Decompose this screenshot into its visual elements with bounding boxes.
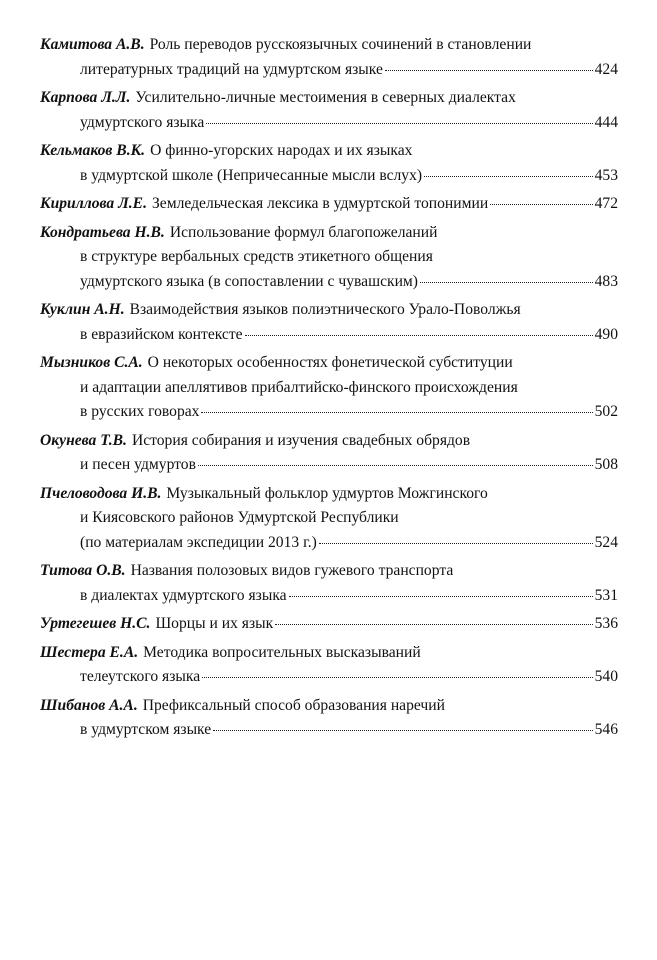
entry-title: и адаптации апеллятивов прибалтийско-финского происхождения [80,378,518,396]
page-number: 540 [594,668,618,685]
entry-title: в удмуртском языке [80,721,212,738]
entry-title: в русских говорах [80,403,200,420]
entry-title: О финно-угорских народах и их языках [150,142,413,159]
entry-first-line [40,612,618,637]
toc-entry[interactable] [40,139,618,188]
page-number: 424 [594,60,618,78]
entry-last-line [40,453,618,478]
dot-leader [198,464,593,466]
entry-author: Шибанов А.А. [40,696,138,714]
entry-last-line [40,665,618,690]
page-number: 453 [594,166,618,184]
dot-leader [213,729,592,731]
entry-author: Окунева Т.В. [40,431,127,449]
entry-title: Префиксальный способ образования наречий [142,696,445,714]
toc-entry[interactable] [40,612,618,637]
entry-title: Использование формул благопожеланий [169,223,438,241]
entry-author: Камитова А.В. [40,36,145,53]
entry-first-line [40,221,618,246]
toc-entry[interactable] [40,298,618,347]
entry-first-line [40,559,618,584]
table-of-contents [40,33,618,747]
entry-title: Взаимодействия языков полиэтнического Урало-Поволжья [129,301,521,318]
dot-leader [289,595,593,597]
toc-entry[interactable] [40,86,618,135]
toc-entry[interactable] [40,33,618,82]
entry-title: О некоторых особенностях фонетической субституции [147,354,513,371]
entry-last-line [40,718,618,743]
dot-leader [424,175,593,177]
entry-title: удмуртского языка (в сопоставлении с чувашским) [80,272,418,290]
entry-last-line [40,400,618,425]
entry-author: Пчеловодова И.В. [40,484,162,502]
page-number: 508 [594,456,618,473]
page-number: 472 [594,195,618,212]
entry-last-line [40,111,618,136]
entry-first-line [40,351,618,376]
entry-first-line [40,192,618,217]
dot-leader [245,334,593,336]
entry-last-line [40,270,618,295]
entry-author: Кельмаков В.К. [40,142,146,159]
entry-author: Кондратьева Н.В. [40,223,165,241]
entry-author: Шестера Е.А. [40,643,139,661]
dot-leader [420,281,593,283]
page-number: 531 [594,586,618,604]
dot-leader [206,122,592,124]
entry-first-line [40,298,618,323]
dot-leader [319,542,593,544]
entry-first-line [40,86,618,111]
entry-last-line [40,164,618,189]
entry-last-line [40,58,618,83]
entry-author: Кириллова Л.Е. [40,195,147,212]
toc-entry[interactable] [40,694,618,743]
entry-title: Музыкальный фольклор удмуртов Можгинского [166,484,488,502]
entry-title: в удмуртской школе (Непричесанные мысли вслух) [80,166,423,184]
dot-leader [490,203,592,205]
page-number: 536 [594,615,618,632]
entry-first-line [40,139,618,164]
entry-title: Земледельческая лексика в удмуртской топонимии [151,195,489,212]
entry-title: удмуртского языка [80,113,205,131]
entry-author: Уртегешев Н.С. [40,615,151,632]
toc-entry[interactable] [40,641,618,690]
entry-last-line [40,531,618,556]
entry-author: Титова О.В. [40,562,126,579]
dot-leader [201,411,592,413]
dot-leader [275,623,592,625]
toc-entry[interactable] [40,429,618,478]
toc-entry[interactable] [40,221,618,295]
entry-author: Карпова Л.Л. [40,89,131,106]
entry-title: Роль переводов русскоязычных сочинений в становлении [149,36,532,53]
page-number: 483 [594,272,618,290]
entry-title: Шорцы и их язык [155,615,274,632]
entry-title: и песен удмуртов [80,456,196,473]
entry-title: телеутского языка [80,668,201,685]
entry-title: и Киясовского районов Удмуртской Республики [80,509,399,526]
toc-entry[interactable] [40,192,618,217]
entry-title-continuation [40,245,618,270]
entry-title: Методика вопросительных высказываний [143,643,421,661]
entry-title: литературных традиций на удмуртском языке [80,60,383,78]
page-number: 444 [594,113,618,131]
entry-first-line [40,482,618,507]
entry-first-line [40,694,618,719]
entry-title-continuation [40,376,618,401]
entry-first-line [40,641,618,666]
page-number: 546 [594,721,618,738]
entry-first-line [40,429,618,454]
entry-author: Мызников С.А. [40,354,143,371]
dot-leader [202,676,592,678]
entry-title: в евразийском контексте [80,325,243,343]
entry-first-line [40,33,618,58]
entry-title: История собирания и изучения свадебных обрядов [131,431,471,449]
page-number: 502 [594,403,618,420]
dot-leader [385,69,593,71]
entry-author: Куклин А.Н. [40,301,125,318]
entry-title: Названия полозовых видов гужевого транспорта [130,562,454,579]
entry-title: в структуре вербальных средств этикетного общения [80,248,433,265]
page-number: 524 [594,533,618,551]
entry-title: (по материалам экспедиции 2013 г.) [80,533,317,551]
entry-last-line [40,323,618,348]
page-number: 490 [594,325,618,343]
toc-entry[interactable] [40,559,618,608]
entry-last-line [40,584,618,609]
toc-entry[interactable] [40,351,618,425]
entry-title-continuation [40,506,618,531]
entry-title: в диалектах удмуртского языка [80,586,287,604]
entry-title: Усилительно-личные местоимения в северных диалектах [135,89,516,106]
toc-entry[interactable] [40,482,618,556]
